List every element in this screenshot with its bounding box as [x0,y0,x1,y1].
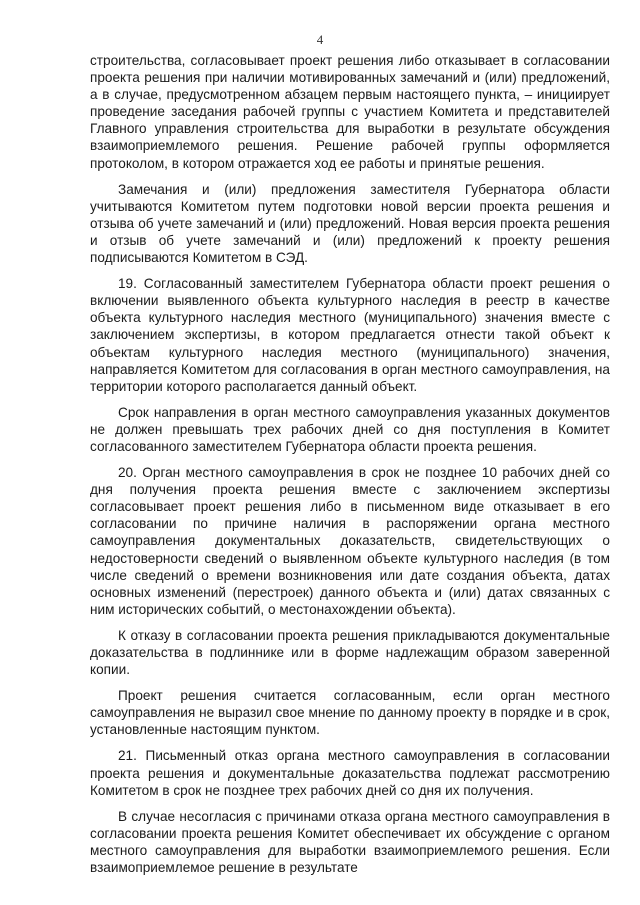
paragraph-disagreement: В случае несогласия с причинами отказа органа местного самоуправления в согласовании проекта решения Комитет обеспечивает их обсуждение с органом местного самоуправления для выработки взаимоприемлемого решения. Если взаимоприемлемое решение в результате [90,808,610,876]
paragraph-refusal-evidence: К отказу в согласовании проекта решения прикладываются документальные доказательства в подлиннике или в форме надлежащим образом заверенной копии. [90,627,610,678]
paragraph-item-21: 21. Письменный отказ органа местного самоуправления в согласовании проекта решения и документальные доказательства подлежат рассмотрению Комитетом в срок не позднее трех рабочих дней со дня их получения. [90,748,610,798]
paragraph-continued: строительства, согласовывает проект решения либо отказывает в согласовании проекта решения при наличии мотивированных замечаний и (или) предложений, а в случае, предусмотренном абзацем первым настоящего пункта, – инициирует проведение заседания рабочей группы с участием Комитета и представителей Главного управления строительства для выработки в результате обсуждения взаимоприемлемого решения. Решение рабочей группы оформляется протоколом, в котором отражается ход ее работы и принятые решения. [90,53,610,171]
paragraph-item-19: 19. Согласованный заместителем Губернатора области проект решения о включении выявленного объекта культурного наследия в реестр в качестве объекта культурного наследия местного (муниципального) значения вместе с заключением экспертизы, в котором предлагается отнести такой объект к объектам культурного наследия местного (муниципального) значения, направляется Комитетом для согласования в орган местного самоуправления, на территории которого располагается данный объект. [90,276,610,394]
paragraph-remarks: Замечания и (или) предложения заместителя Губернатора области учитываются Комитетом путем подготовки новой версии проекта решения и отзыва об учете замечаний и (или) предложений. Новая версия проекта решения и отзыв об учете замечаний и (или) предложений к проекту решения подписываются Комитетом в СЭД. [90,181,610,266]
document-body [90,52,610,885]
paragraph-deemed-approved: Проект решения считается согласованным, если орган местного самоуправления не выразил свое мнение по данному проекту в порядке и в срок, установленные настоящим пунктом. [90,688,610,738]
paragraph-deadline: Срок направления в орган местного самоуправления указанных документов не должен превышать трех рабочих дней со дня поступления в Комитет согласованного заместителем Губернатора области проекта решения. [90,404,610,454]
paragraph-item-20: 20. Орган местного самоуправления в срок не позднее 10 рабочих дней со дня получения проекта решения вместе с заключением экспертизы согласовывает проект решения либо в письменном виде отказывает в его согласовании по причине наличия в распоряжении органа местного самоуправления документальных доказательств, свидетельствующих о недостоверности сведений о выявленном объекте культурного наследия (в том числе сведений о времени возникновения или дате создания объекта, датах основных изменений (перестроек) данного объекта и (или) датах связанных с ним исторических событий, о местонахождении объекта). [90,465,610,617]
page-number: 4 [316,32,324,47]
